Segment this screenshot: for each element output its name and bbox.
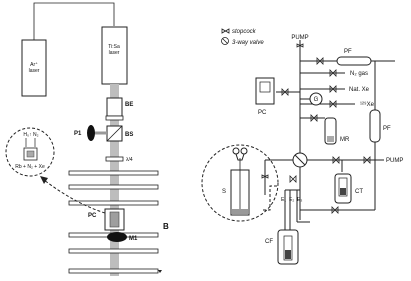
ar-laser-label-1: Ar⁺: [30, 62, 38, 68]
m1-label: M1: [129, 236, 138, 242]
e3-label: E₃: [297, 197, 303, 203]
pf-right-label: PF: [383, 126, 391, 132]
cf-label: CF: [265, 239, 273, 245]
g-label: G: [313, 97, 319, 103]
quarter-wave-plate: [106, 157, 123, 161]
plate-1: [69, 171, 158, 175]
pump-right-label: PUMP: [386, 158, 404, 164]
ct-label: CT: [355, 189, 363, 195]
stopcock-valves: [262, 44, 370, 213]
tisa-laser-label-1: Ti:Sa: [108, 44, 120, 50]
tisa-laser-label-2: laser: [108, 50, 120, 56]
inset-top-label: H₀↑ N₂: [23, 132, 39, 138]
legend-valve-label: 3-way valve: [232, 40, 264, 46]
beam-expander-lens: [106, 116, 123, 120]
xe129-label: ¹²⁹Xe: [360, 102, 374, 108]
ar-laser-label-2: laser: [28, 68, 40, 74]
pump-top-label: PUMP: [291, 35, 309, 41]
valve-e: [290, 176, 296, 182]
panel-b-label: B: [163, 222, 169, 231]
sample-knob-left: [233, 148, 239, 154]
lambda4-label: λ/4: [126, 157, 133, 163]
pf-top-tube: [337, 57, 371, 65]
plate-6: [69, 269, 158, 273]
plate-5: [69, 249, 158, 253]
pf-top-label: PF: [344, 49, 352, 55]
optical-setup: [6, 3, 162, 276]
p1-label: P1: [74, 131, 82, 137]
beam-expander: [107, 98, 122, 116]
stopcock-legend-icon: [222, 29, 229, 33]
gas-handling-system: [202, 29, 395, 264]
p1-detector: [87, 125, 95, 141]
bs-label: BS: [125, 132, 134, 138]
three-way-valve-legend-icon: [222, 38, 229, 45]
s-label: S: [222, 189, 227, 195]
e2-label: E₂: [289, 197, 295, 203]
mr-reservoir-fill: [327, 136, 334, 142]
m1-mirror: [107, 232, 127, 242]
be-label: BE: [125, 102, 134, 108]
sample-cell-base: [232, 209, 248, 214]
legend-stopcock-label: stopcock: [232, 29, 256, 35]
inset-pointer-arrowhead: [40, 176, 48, 184]
pf-right-tube: [370, 110, 380, 142]
inset-bottom-label: Rb + N₂ + Xe: [15, 164, 45, 170]
e1-label: E₁: [281, 197, 287, 203]
pc-label-left: PC: [88, 213, 97, 219]
pumping-cell-inner: [110, 212, 119, 227]
bottom-marker: [158, 270, 162, 273]
plate-3: [69, 201, 158, 205]
plate-2: [69, 185, 158, 189]
mr-label: MR: [340, 137, 350, 143]
pc-label-right: PC: [258, 110, 267, 116]
cf-cell-fill: [285, 250, 291, 259]
n2-gas-label: N₂ gas: [350, 71, 369, 77]
sample-knob-right: [241, 148, 247, 154]
ct-fill: [340, 188, 346, 195]
pc-gauge-screen: [260, 82, 270, 92]
inset-cell-core: [27, 151, 34, 157]
nat-xe-label: Nat. Xe: [349, 87, 370, 93]
